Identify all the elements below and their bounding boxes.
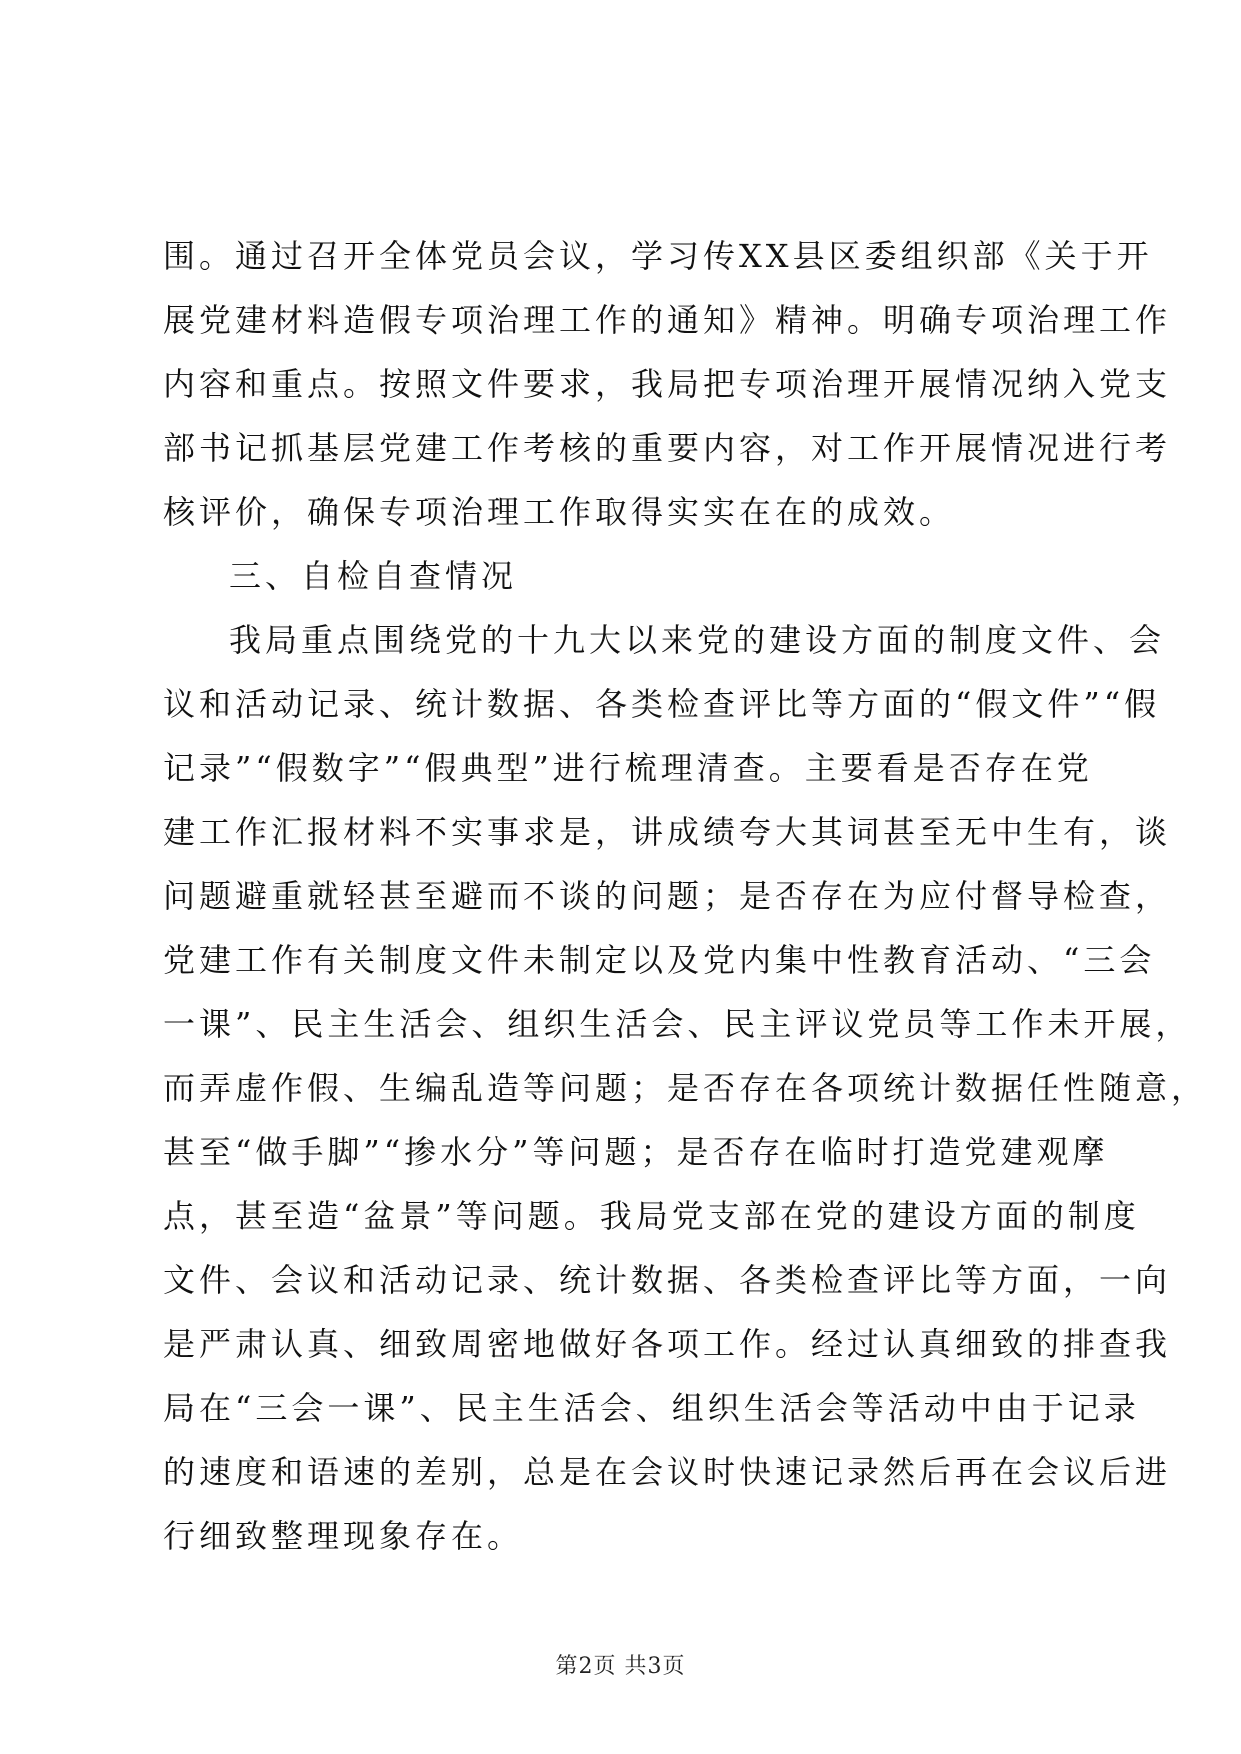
body-text-line: 部书记抓基层党建工作考核的重要内容，对工作开展情况进行考 [163,429,1172,467]
body-text-line: 核评价，确保专项治理工作取得实实在在的成效。 [163,493,956,531]
body-text-line: 的速度和语速的差别，总是在会议时快速记录然后再在会议后进 [163,1453,1172,1491]
body-text-line: 文件、会议和活动记录、统计数据、各类检查评比等方面，一向 [163,1261,1172,1299]
body-text-line: 内容和重点。按照文件要求，我局把专项治理开展情况纳入党支 [163,365,1172,403]
body-text-line: 记录”“假数字”“假典型”进行梳理清查。主要看是否存在党 [163,749,1093,787]
body-text-line: 点，甚至造“盆景”等问题。我局党支部在党的建设方面的制度 [163,1197,1140,1235]
body-text-line: 议和活动记录、统计数据、各类检查评比等方面的“假文件”“假 [163,685,1161,723]
body-text-line: 行细致整理现象存在。 [163,1517,524,1555]
body-text-line: 党建工作有关制度文件未制定以及党内集中性教育活动、“三会 [163,941,1156,979]
body-text-line: 围。通过召开全体党员会议，学习传XX县区委组织部《关于开 [163,237,1153,275]
body-text-line: 是严肃认真、细致周密地做好各项工作。经过认真细致的排查我 [163,1325,1172,1363]
body-text-line: 而弄虚作假、生编乱造等问题；是否存在各项统计数据任性随意， [163,1069,1208,1107]
body-text-line: 建工作汇报材料不实事求是，讲成绩夸大其词甚至无中生有，谈 [163,813,1172,851]
body-text-line: 问题避重就轻甚至避而不谈的问题；是否存在为应付督导检查， [163,877,1172,915]
page-number-footer: 第2页 共3页 [555,1654,686,1679]
section-heading: 三、自检自查情况 [229,557,518,595]
body-text-line: 局在“三会一课”、民主生活会、组织生活会等活动中由于记录 [163,1389,1140,1427]
body-text-line: 我局重点围绕党的十九大以来党的建设方面的制度文件、会 [229,621,1166,659]
body-text-line: 一课”、民主生活会、组织生活会、民主评议党员等工作未开展， [163,1005,1192,1043]
body-text-line: 展党建材料造假专项治理工作的通知》精神。明确专项治理工作 [163,301,1172,339]
body-text-line: 甚至“做手脚”“掺水分”等问题；是否存在临时打造党建观摩 [163,1133,1109,1171]
